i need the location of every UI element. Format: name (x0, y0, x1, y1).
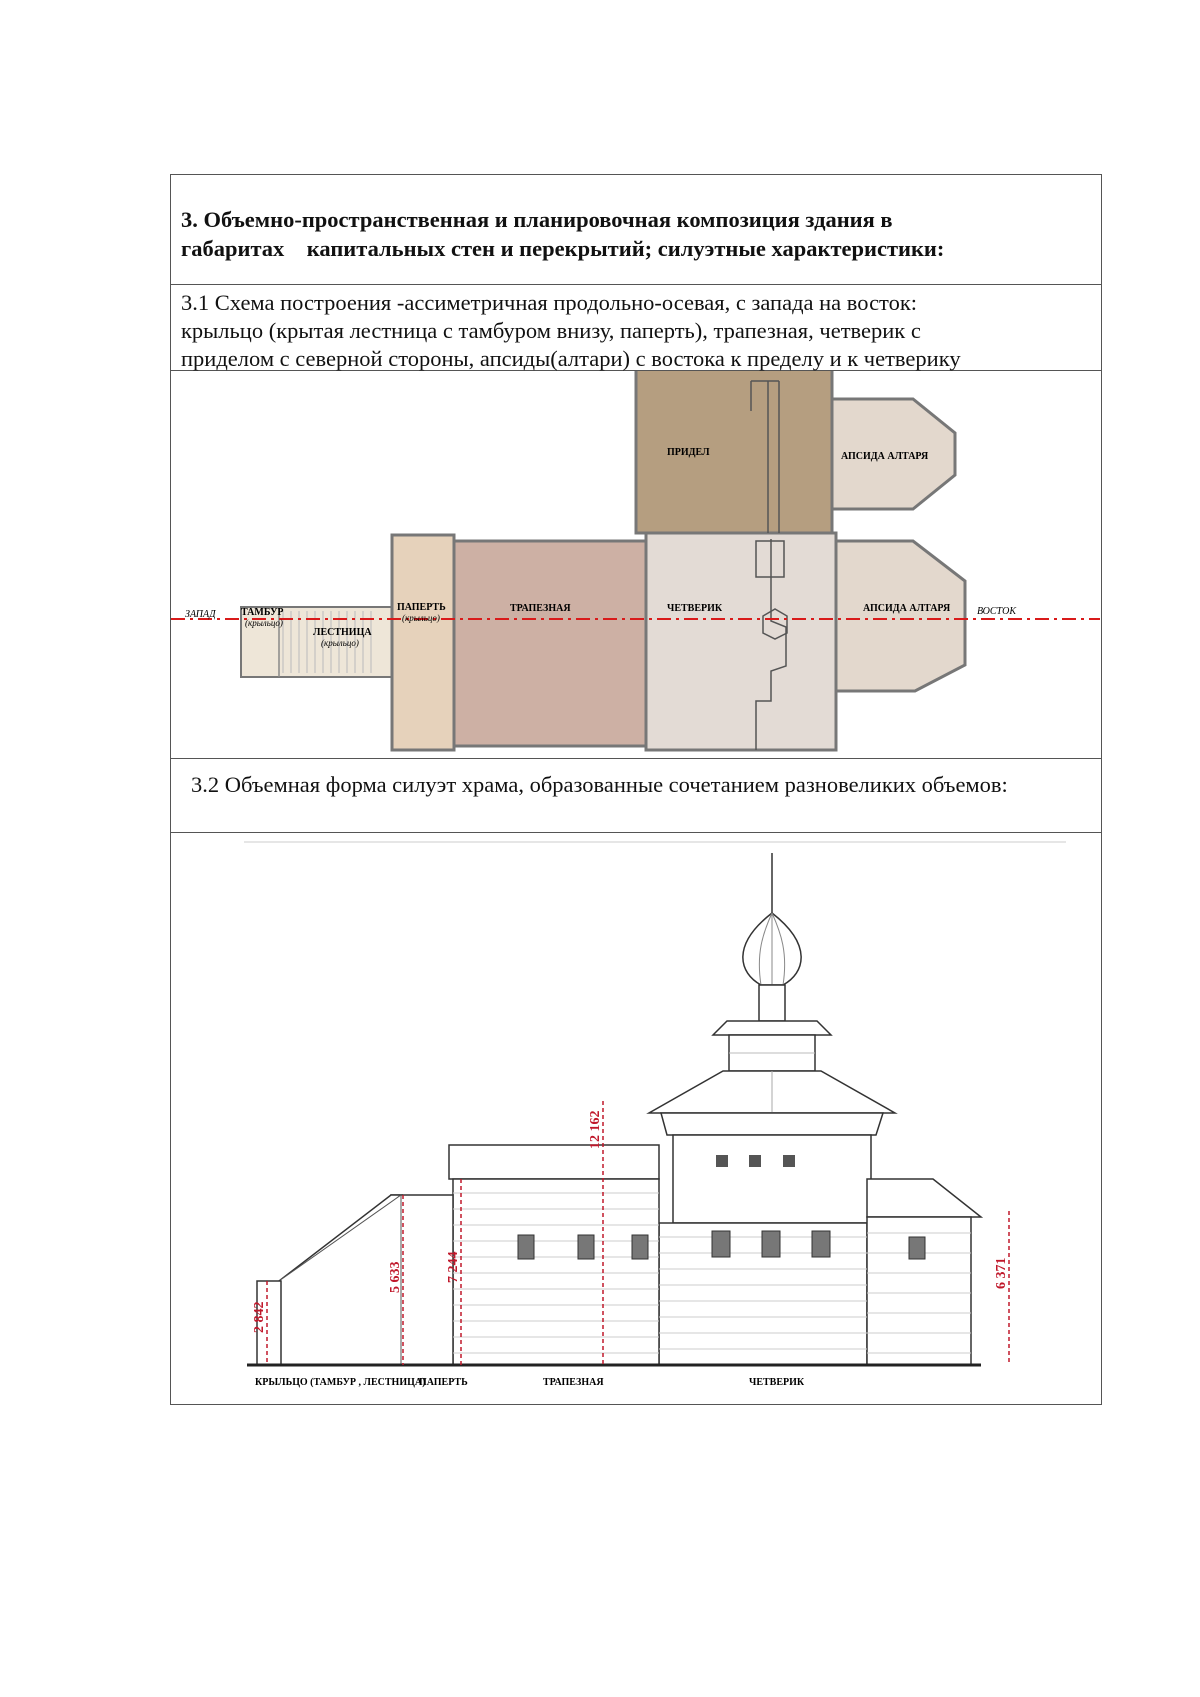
plan-label-apse-north: АПСИДА АЛТАРЯ (841, 451, 929, 462)
label-trapeznaya: ТРАПЕЗНАЯ (543, 1377, 604, 1388)
plan-label-west: ЗАПАД (185, 609, 216, 620)
volume-form-row (171, 759, 1101, 833)
plan-label-stair: ЛЕСТНИЦА (313, 627, 372, 638)
plan-label-trapeznaya: ТРАПЕЗНАЯ (510, 603, 571, 614)
plan-label-paperst-sub: (крыльцо) (402, 613, 440, 623)
dim-apse: 6 371 (994, 1257, 1009, 1289)
plan-trapeznaya (454, 541, 646, 746)
plan-label-east: ВОСТОК (977, 606, 1016, 617)
plan-label-apse-east: АПСИДА АЛТАРЯ (863, 603, 951, 614)
document-table (170, 174, 1102, 1405)
plan-label-tambur: ТАМБУР (241, 607, 284, 618)
plan-label-stair-sub: (крыльцо) (321, 638, 359, 648)
scheme-line2: крыльцо (крытая лестница с тамбуром внизу, паперть), трапезная, четверик с (181, 318, 921, 343)
plan-label-tambur-sub: (крыльцо) (245, 618, 283, 628)
dim-trapeznaya: 7 244 (446, 1251, 461, 1283)
label-porch: КРЫЛЬЦО (ТАМБУР , ЛЕСТНИЦА) (255, 1377, 426, 1388)
plan-label-paperst: ПАПЕРТЬ (397, 602, 446, 613)
label-chetverik: ЧЕТВЕРИК (749, 1377, 805, 1388)
plan-label-pridel: ПРИДЕЛ (667, 447, 710, 458)
section-heading-row (171, 175, 1101, 285)
plan-label-chetverik: ЧЕТВЕРИК (667, 603, 723, 614)
scheme-line1: 3.1 Схема построения -ассиметричная продольно-осевая, с запада на восток: (181, 290, 918, 315)
plan-pridel (636, 371, 832, 533)
apse-roof (867, 1179, 981, 1217)
elevation-row (171, 833, 1101, 1404)
floor-plan-row (171, 371, 1101, 759)
scheme-line3: приделом с северной стороны, апсиды(алтари) с востока к пределу и к четверику (181, 346, 961, 371)
plan-paperst (392, 535, 454, 750)
dim-paperst: 5 633 (388, 1261, 403, 1293)
chetverik-upper (673, 1135, 871, 1223)
section-heading-line1: 3. Объемно-пространственная и планировочная композиция здания в (181, 207, 893, 232)
dim-porch: 2 842 (252, 1301, 267, 1333)
plan-apse-east (836, 541, 965, 691)
section-heading-line2: габаритах капитальных стен и перекрытий; силуэтные характеристики: (181, 236, 945, 261)
plan-chetverik (646, 533, 836, 750)
elevation-drawing (171, 833, 1100, 1401)
scheme-description-row (171, 285, 1101, 371)
dim-chetverik: 12 162 (588, 1110, 603, 1149)
volume-form-text: 3.2 Объемная форма силуэт храма, образованные сочетанием разновеликих объемов: (191, 772, 1008, 797)
label-paperst: ПАПЕРТЬ (419, 1377, 468, 1388)
floor-plan (171, 371, 1100, 757)
